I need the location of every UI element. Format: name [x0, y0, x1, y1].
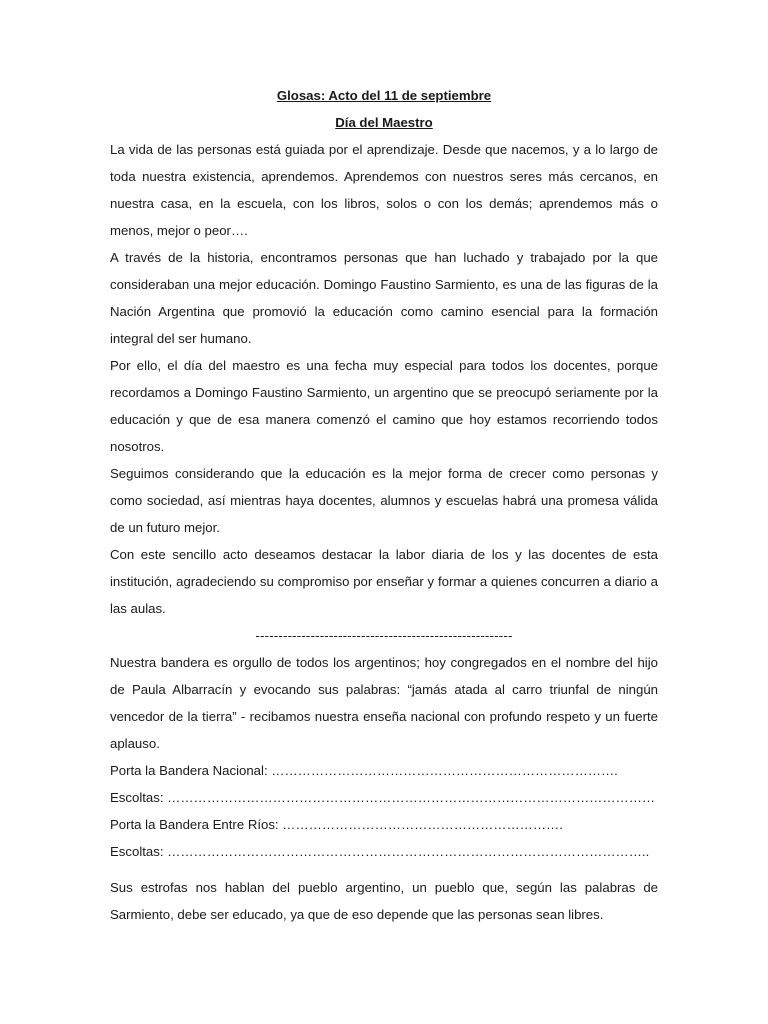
paragraph-teacher-day: Por ello, el día del maestro es una fecha muy especial para todos los docentes, porque recordamos a Domingo Faustino Sarmiento, un argentino que se preocupó seriamente por la educación y que de esa manera comenzó el camino que hoy estamos recorriendo todos nosotros. [110, 358, 658, 454]
paragraph-education: Seguimos considerando que la educación es la mejor forma de crecer como personas y como sociedad, así mientras haya docentes, alumnos y escuelas habrá una promesa válida de un futuro mejor. [110, 466, 658, 535]
paragraph-act-purpose: Con este sencillo acto deseamos destacar la labor diaria de los y las docentes de esta institución, agradeciendo su compromiso por enseñar y formar a quienes concurren a diario a las aulas. [110, 547, 658, 616]
document-page [110, 82, 658, 928]
paragraph-flag: Nuestra bandera es orgullo de todos los argentinos; hoy congregados en el nombre del hijo de Paula Albarracín y evocando sus palabras: “jamás atada al carro triunfal de ningún vencedor de la tierra” - recibamos nuestra enseña nacional con profundo respeto y un fuerte aplauso. [110, 655, 658, 751]
document-subtitle: Día del Maestro [335, 115, 433, 130]
spacer [110, 865, 658, 874]
paragraph-anthem: Sus estrofas nos hablan del pueblo argentino, un pueblo que, según las palabras de Sarmiento, debe ser educado, ya que de eso depende que las personas sean libres. [110, 880, 658, 922]
fill-line-escorts-national: Escoltas: ………………………………………………………………………………………………… [110, 790, 656, 805]
document-title: Glosas: Acto del 11 de septiembre [276, 88, 492, 103]
paragraph-history: A través de la historia, encontramos personas que han luchado y trabajado por la que consideraban una mejor educación. Domingo Faustino Sarmiento, es una de las figuras de la Nación Argentina que promovió la educación como camino esencial para la formación integral del ser humano. [110, 250, 658, 346]
paragraph-intro: La vida de las personas está guiada por el aprendizaje. Desde que nacemos, y a lo largo de toda nuestra existencia, aprendemos. Aprendemos con nuestros seres más cercanos, en nuestra casa, en la escuela, con los libros, solos o con los demás; aprendemos más o menos, mejor o peor…. [110, 142, 658, 238]
fill-line-escorts-entre-rios: Escoltas: ……………………………………………………………………………………………….. [110, 844, 650, 859]
fill-line-national-flag: Porta la Bandera Nacional: ……………………………………………………………………. [110, 763, 618, 778]
fill-line-entre-rios-flag: Porta la Bandera Entre Ríos: ………………………………………………………. [110, 817, 563, 832]
section-separator: -------------------------------------------------------- [255, 628, 513, 643]
